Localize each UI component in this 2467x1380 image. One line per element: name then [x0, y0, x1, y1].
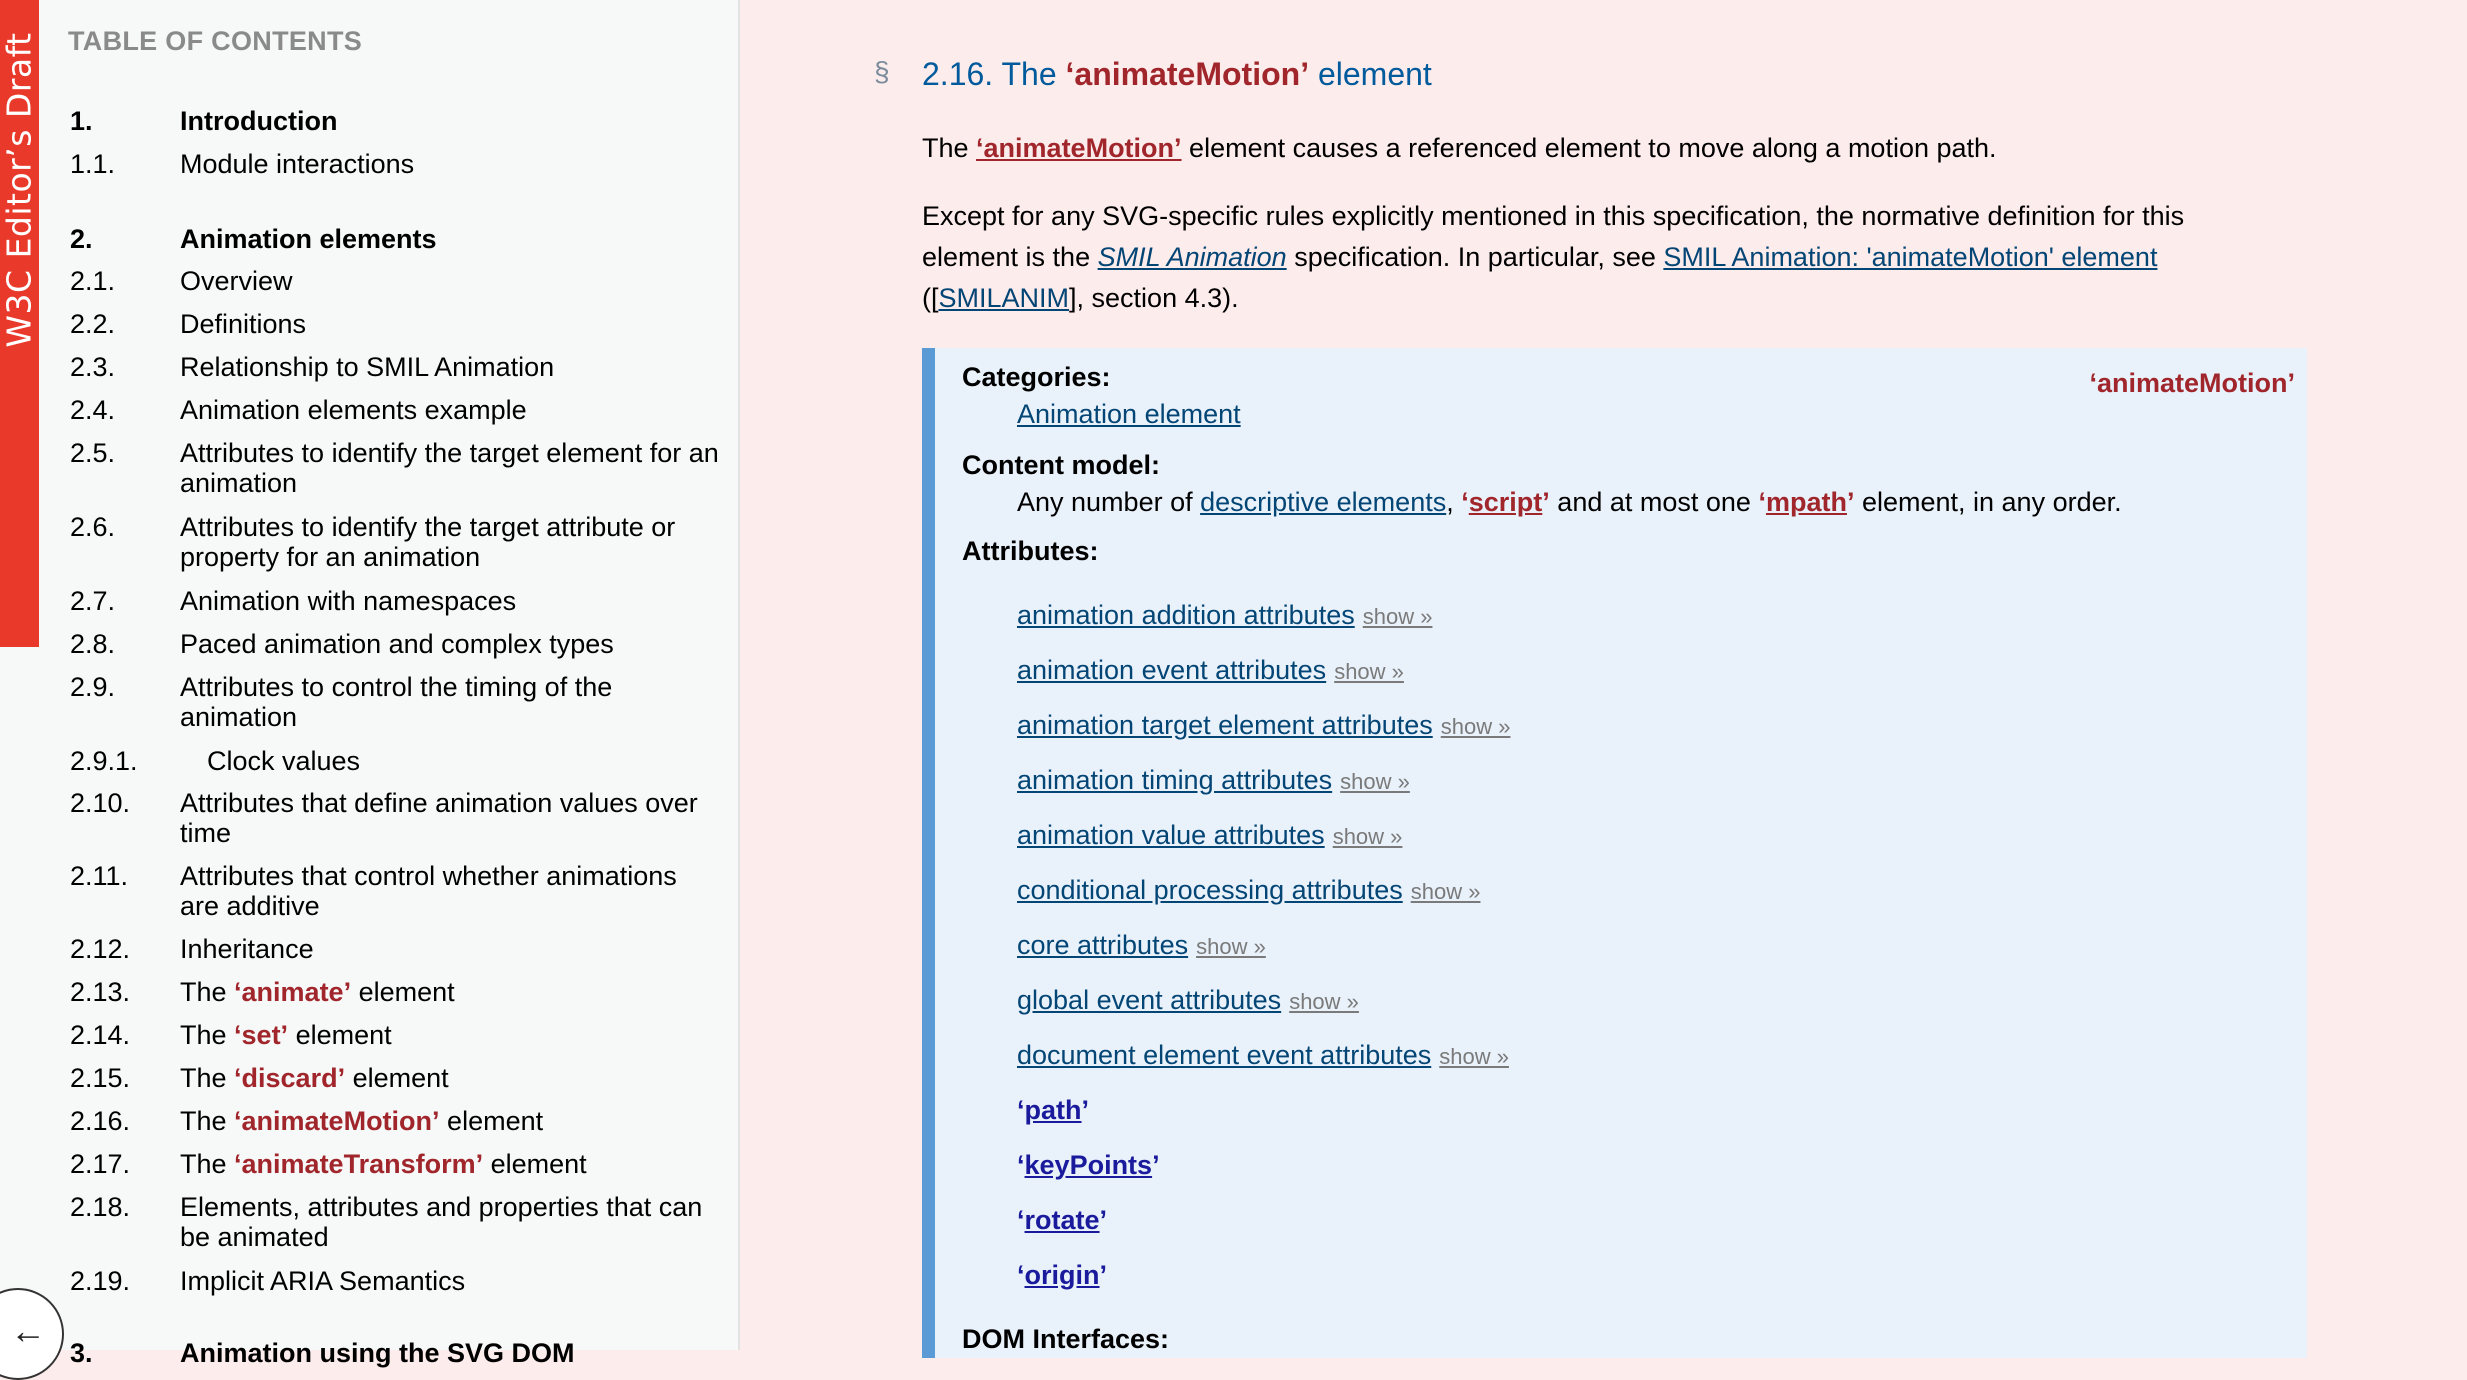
toc-heading: TABLE OF CONTENTS	[68, 26, 363, 56]
toc-item-title	[180, 586, 720, 616]
toc-item-title	[180, 1063, 720, 1093]
toc-item-title	[180, 106, 720, 136]
attribute-row: ‘keyPoints’	[1017, 1150, 1160, 1180]
toc-item-number: 2.9.	[70, 672, 116, 702]
toc-item-element-name: ‘animate’	[234, 977, 352, 1007]
attribute-group-row	[1017, 820, 1402, 851]
toc-item-text-suffix: element	[483, 1149, 587, 1179]
show-more-link[interactable]: show »	[1440, 714, 1511, 739]
show-more-link[interactable]: show »	[1332, 824, 1403, 849]
definition-element-name: ‘animateMotion’	[2089, 368, 2295, 398]
toc-item-title	[180, 1192, 720, 1252]
toc-item-text-suffix: element	[439, 1106, 544, 1136]
content-text-c: and at most one	[1549, 487, 1759, 517]
toc-item-number: 2.5.	[70, 438, 116, 468]
script-element-link[interactable]: script	[1468, 487, 1543, 517]
toc-item-text: Introduction	[180, 106, 338, 136]
p2-text-a: Except for any SVG-specific rules explicitly mentioned in this specification, the normative definition for this element is the	[922, 201, 2185, 272]
attributes-label: Attributes:	[962, 536, 1099, 566]
toc-item-text-suffix: element	[345, 1063, 449, 1093]
toc-item-text: The	[180, 1020, 235, 1050]
show-more-link[interactable]: show »	[1334, 659, 1404, 684]
toc-item-number: 3.	[70, 1338, 93, 1368]
toc-item-number: 2.9.1.	[70, 746, 138, 776]
content-text-d: element, in any order.	[1854, 487, 2122, 517]
attribute-group-link[interactable]: global event attributes	[1017, 985, 1282, 1015]
toc-item-text: Attributes to identify the target element for an animation	[180, 438, 719, 498]
attribute-group-link[interactable]: conditional processing attributes	[1017, 875, 1403, 905]
toc-item-element-name: ‘set’	[234, 1020, 289, 1050]
content-model-label: Content model:	[962, 450, 1160, 480]
toc-item-number: 2.4.	[70, 395, 116, 425]
toc-item-number: 2.17.	[70, 1149, 131, 1179]
toc-item-number: 2.18.	[70, 1192, 131, 1222]
attribute-group-row	[1017, 655, 1404, 686]
p2-text-d: ], section 4.3).	[1069, 283, 1239, 313]
toc-item-title	[180, 438, 720, 498]
toc-item-title	[180, 149, 720, 179]
attribute-group-link[interactable]: document element event attributes	[1017, 1040, 1432, 1070]
attribute-link[interactable]: path	[1024, 1095, 1082, 1125]
toc-item-text: Attributes to control the timing of the animation	[180, 672, 613, 732]
attribute-link[interactable]: rotate	[1024, 1205, 1100, 1235]
arrow-left-icon: ←	[10, 1310, 46, 1351]
toc-item-title	[180, 788, 720, 848]
toc-item-text: Module interactions	[180, 149, 415, 179]
smil-animatemotion-element-link[interactable]: SMIL Animation: 'animateMotion' element	[1663, 242, 2158, 272]
p1-suffix: element causes a referenced element to move along a motion path.	[1181, 133, 1997, 163]
toc-item-number: 1.	[70, 106, 93, 136]
dom-interfaces-label: DOM Interfaces:	[962, 1324, 1170, 1354]
p1-prefix: The	[922, 133, 977, 163]
toc-item-text: Implicit ARIA Semantics	[180, 1266, 466, 1296]
main-content	[740, 0, 2467, 1354]
toc-item-text: The	[180, 1063, 235, 1093]
attribute-group-link[interactable]: animation event attributes	[1017, 655, 1327, 685]
show-more-link[interactable]: show »	[1362, 604, 1433, 629]
content-text-b: ,	[1446, 487, 1462, 517]
toc-item-number: 2.10.	[70, 788, 131, 818]
w3c-editors-draft-ribbon[interactable]	[0, 0, 39, 647]
toc-item-number: 2.1.	[70, 266, 116, 296]
toc-item-text: The	[180, 1149, 235, 1179]
toc-item-number: 2.6.	[70, 512, 116, 542]
toc-item-text: Animation using the SVG DOM	[180, 1338, 575, 1368]
attribute-group-link[interactable]: animation addition attributes	[1017, 600, 1355, 630]
attribute-link[interactable]: keyPoints	[1024, 1150, 1153, 1180]
attribute-link[interactable]: origin	[1024, 1260, 1100, 1290]
show-more-link[interactable]: show »	[1289, 989, 1359, 1014]
toc-item-text: Attributes that define animation values over time	[180, 788, 698, 848]
heading-element-name: ‘animateMotion’	[1065, 56, 1310, 92]
toc-item-title	[180, 977, 720, 1007]
toc-item-element-name: ‘animateMotion’	[234, 1106, 440, 1136]
toc-item-text: Attributes to identify the target attribute or property for an animation	[180, 512, 676, 572]
toc-item-title	[180, 1106, 720, 1136]
toc-item-number: 2.19.	[70, 1266, 131, 1296]
heading-suffix: element	[1309, 56, 1432, 92]
section-heading	[922, 56, 1432, 93]
show-more-link[interactable]: show »	[1340, 769, 1410, 794]
toc-item-title	[180, 512, 720, 572]
toc-item-title	[180, 629, 720, 659]
toc-item-text: Paced animation and complex types	[180, 629, 614, 659]
content-model-value: Any number of descriptive elements, ‘script’ and at most one ‘mpath’ element, in any order.	[1017, 487, 2122, 517]
show-more-link[interactable]: show »	[1439, 1044, 1509, 1069]
attribute-group-row	[1017, 1040, 1509, 1071]
toc-item-text: Animation elements	[180, 224, 437, 254]
toc-item-text: Animation with namespaces	[180, 586, 517, 616]
attribute-group-row	[1017, 985, 1359, 1016]
toc-item-number: 2.11.	[70, 861, 129, 891]
toc-item-text: Animation elements example	[180, 395, 527, 425]
toc-item-text: Inheritance	[180, 934, 314, 964]
content-text-a: Any number of	[1017, 487, 1201, 517]
attribute-group-link[interactable]: animation value attributes	[1017, 820, 1325, 850]
toc-item-number: 2.13.	[70, 977, 131, 1007]
ribbon-text: W3C Editor’s Draft	[0, 32, 39, 348]
toc-item-number: 2.16.	[70, 1106, 131, 1136]
toc-item-number: 2.2.	[70, 309, 116, 339]
toc-item-title	[180, 1020, 720, 1050]
toc-item-title	[180, 266, 720, 296]
p2-text-b: specification. In particular, see	[1286, 242, 1664, 272]
toc-item-title	[180, 309, 720, 339]
toc-item-text: Attributes that control whether animations are additive	[180, 861, 677, 921]
toc-item-title	[180, 672, 720, 732]
element-definition-box	[922, 348, 2307, 1358]
toc-item-element-name: ‘discard’	[234, 1063, 346, 1093]
toc-item-title	[180, 224, 720, 254]
animation-element-category-link[interactable]: Animation element	[1017, 399, 1241, 429]
smilanim-reference-link[interactable]: SMILANIM	[938, 283, 1070, 313]
toc-item-title	[207, 746, 747, 776]
mpath-element-link[interactable]: mpath	[1765, 487, 1847, 517]
attribute-row: ‘origin’	[1017, 1260, 1108, 1290]
toc-item-number: 2.15.	[70, 1063, 131, 1093]
toc-item-text: Clock values	[207, 746, 361, 776]
toc-item-text: The	[180, 1106, 235, 1136]
toc-item-title	[180, 1266, 720, 1296]
p2-text-c: ([	[922, 283, 939, 313]
categories-label: Categories:	[962, 362, 1111, 392]
toc-item-title	[180, 1338, 720, 1368]
toc-item-text-suffix: element	[288, 1020, 392, 1050]
toc-item-text: Overview	[180, 266, 293, 296]
toc-item-title	[180, 352, 720, 382]
toc-item-number: 1.1.	[70, 149, 116, 179]
toc-item-text: Definitions	[180, 309, 307, 339]
section-anchor-link[interactable]: §	[874, 56, 890, 87]
attribute-row: ‘rotate’	[1017, 1205, 1108, 1235]
normative-paragraph	[922, 196, 2282, 319]
attribute-group-link[interactable]: animation target element attributes	[1017, 710, 1433, 740]
toc-item-text: Elements, attributes and properties that can be animated	[180, 1192, 703, 1252]
toc-item-number: 2.	[70, 224, 93, 254]
animatemotion-link[interactable]: ‘animateMotion’	[976, 133, 1182, 163]
smil-animation-link[interactable]: SMIL Animation	[1097, 242, 1287, 272]
toc-item-number: 2.7.	[70, 586, 116, 616]
attribute-group-row	[1017, 600, 1432, 631]
toc-sidebar	[0, 0, 740, 1368]
attribute-row: ‘path’	[1017, 1095, 1090, 1125]
attribute-group-row	[1017, 930, 1266, 961]
toc-item-number: 2.14.	[70, 1020, 131, 1050]
toc-item-number: 2.12.	[70, 934, 131, 964]
descriptive-elements-link[interactable]: descriptive elements	[1200, 487, 1447, 517]
toc-item-text: Relationship to SMIL Animation	[180, 352, 555, 382]
toc-item-title	[180, 861, 720, 921]
toc-item-title	[180, 1149, 720, 1179]
attribute-group-link[interactable]: core attributes	[1017, 930, 1189, 960]
toc-item-text-suffix: element	[351, 977, 455, 1007]
show-more-link[interactable]: show »	[1196, 934, 1266, 959]
attribute-group-row	[1017, 765, 1410, 796]
show-more-link[interactable]: show »	[1410, 879, 1481, 904]
attribute-group-link[interactable]: animation timing attributes	[1017, 765, 1333, 795]
toc-item-text: The	[180, 977, 235, 1007]
toc-item-number: 2.3.	[70, 352, 116, 382]
intro-paragraph	[922, 128, 2282, 169]
categories-value	[1017, 399, 1241, 430]
toc-item-number: 2.8.	[70, 629, 116, 659]
toc-item-title	[180, 395, 720, 425]
toc-item-element-name: ‘animateTransform’	[234, 1149, 484, 1179]
heading-prefix: 2.16. The	[922, 56, 1066, 92]
attribute-group-row	[1017, 710, 1510, 741]
attribute-group-row	[1017, 875, 1480, 906]
toc-item-title	[180, 934, 720, 964]
